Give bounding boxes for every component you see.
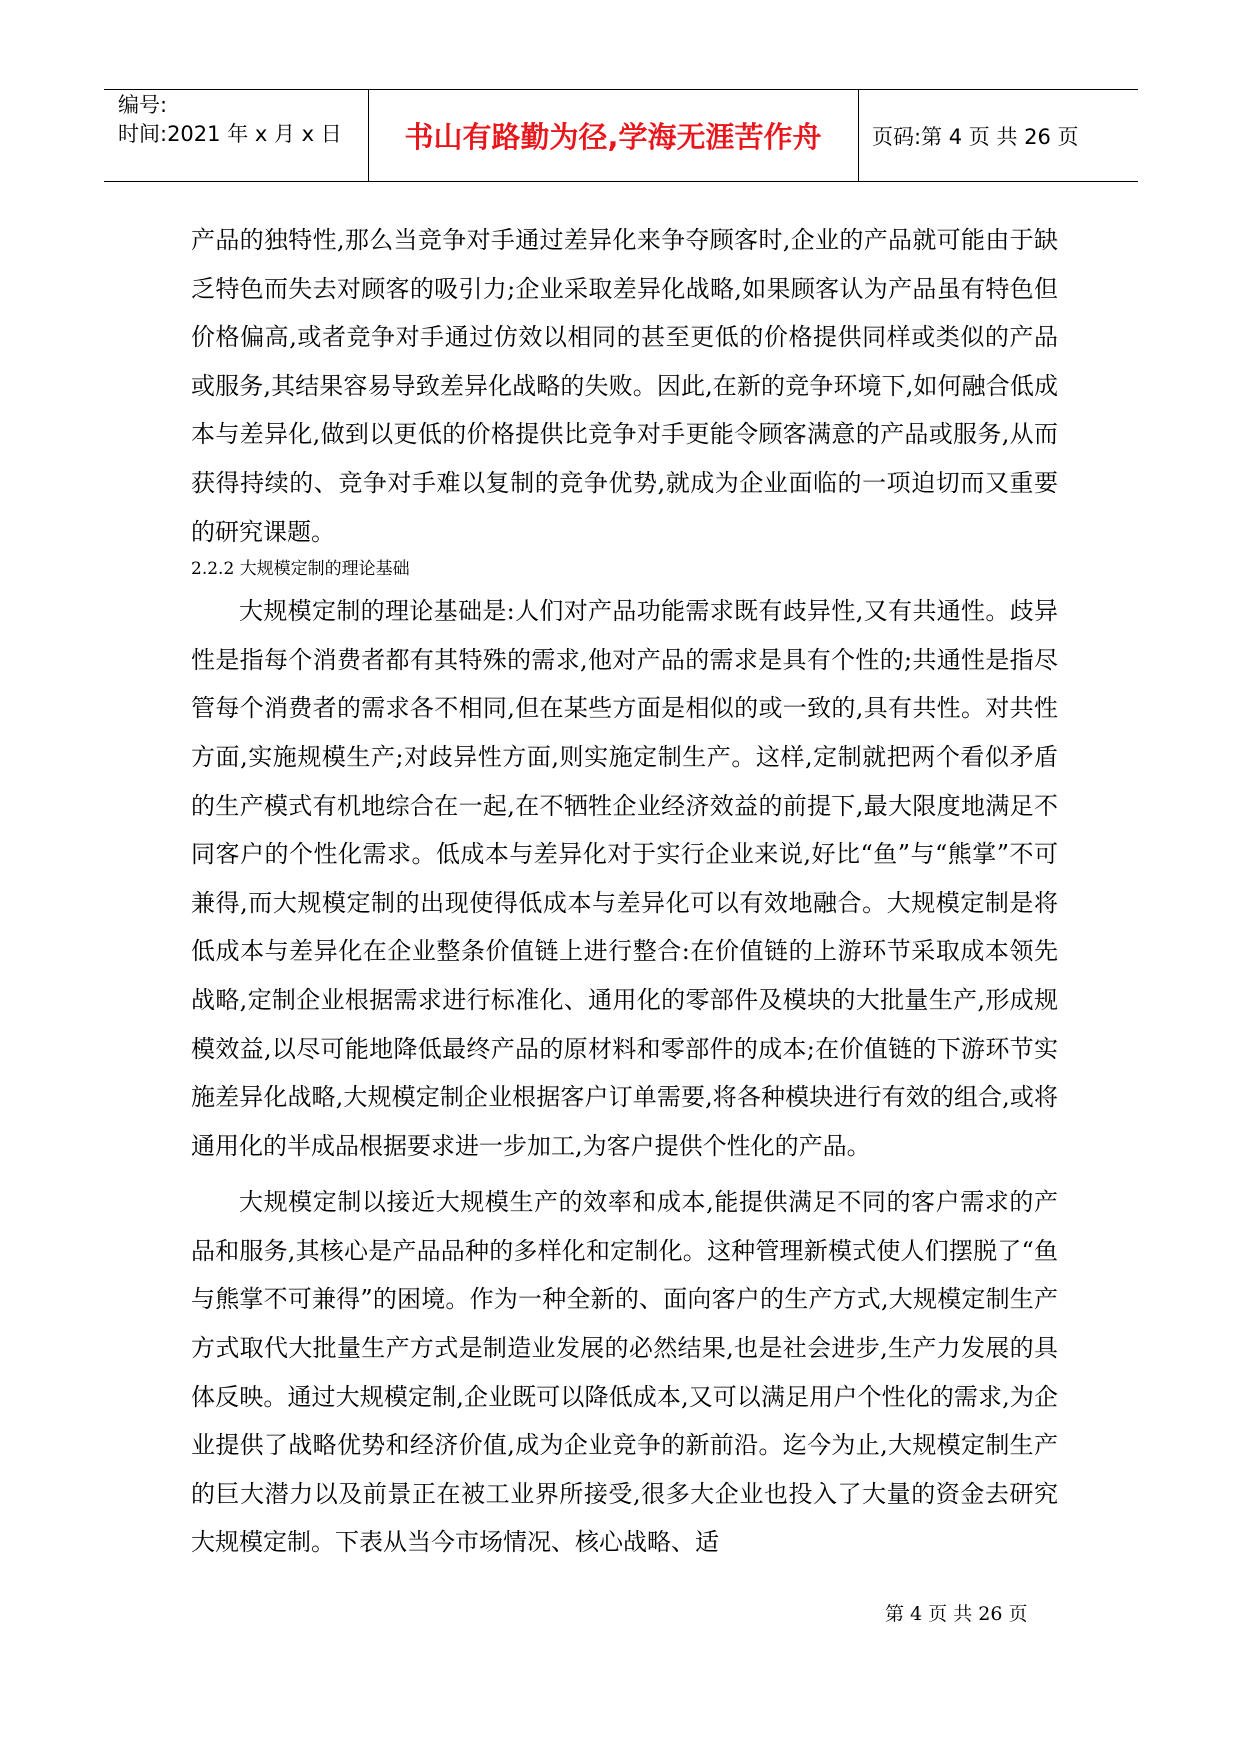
paragraph-theory-basis: 大规模定制的理论基础是:人们对产品功能需求既有歧异性,又有共通性。歧异性是指每个消费者都有其特殊的需求,他对产品的需求是具有个性的;共通性是指尽管每个消费者的需求各不相同,但在某些方面是相似的或一致的,具有共性。对共性方面,实施规模生产;对歧异性方面,则实施定制生产。这样,定制就把两个看似矛盾的生产模式有机地综合在一起,在不牺牲企业经济效益的前提下,最大限度地满足不同客户的个性化需求。低成本与差异化对于实行企业来说,好比“鱼”与“熊掌”不可兼得,而大规模定制的出现使得低成本与差异化可以有效地融合。大规模定制是将低成本与差异化在企业整条价值链上进行整合:在价值链的上游环节采取成本领先战略,定制企业根据需求进行标准化、通用化的零部件及模块的大批量生产,形成规模效益,以尽可能地降低最终产品的原材料和零部件的成本;在价值链的下游环节实施差异化战略,大规模定制企业根据客户订单需要,将各种模块进行有效的组合,或将通用化的半成品根据要求进一步加工,为客户提供个性化的产品。 [191,597,1058,1160]
document-body [191,216,1058,1567]
section-heading: 2.2.2 大规模定制的理论基础 [191,559,410,580]
serial-number-label: 编号: [118,93,168,117]
header-page-cell [858,90,1138,181]
paragraph-continuation: 产品的独特性,那么当竞争对手通过差异化来争夺顾客时,企业的产品就可能由于缺乏特色而失去对顾客的吸引力;企业采取差异化战略,如果顾客认为产品虽有特色但价格偏高,或者竞争对手通过仿效以相同的甚至更低的价格提供同样或类似的产品或服务,其结果容易导致差异化战略的失败。因此,在新的竞争环境下,如何融合低成本与差异化,做到以更低的价格提供比竞争对手更能令顾客满意的产品或服务,从而获得持续的、竞争对手难以复制的竞争优势,就成为企业面临的一项迫切而又重要的研究课题。 [191,226,1058,546]
header-motto-cell [368,90,859,181]
page-header [104,89,1138,182]
paragraph-mass-customization: 大规模定制以接近大规模生产的效率和成本,能提供满足不同的客户需求的产品和服务,其核心是产品品种的多样化和定制化。这种管理新模式使人们摆脱了“鱼与熊掌不可兼得”的困境。作为一种全新的、面向客户的生产方式,大规模定制生产方式取代大批量生产方式是制造业发展的必然结果,也是社会进步,生产力发展的具体反映。通过大规模定制,企业既可以降低成本,又可以满足用户个性化的需求,为企业提供了战略优势和经济价值,成为企业竞争的新前沿。迄今为止,大规模定制生产的巨大潜力以及前景正在被工业界所接受,很多大企业也投入了大量的资金去研究大规模定制。下表从当今市场情况、核心战略、适 [191,1188,1058,1557]
header-meta-cell [104,90,369,181]
header-page-info: 页码:第 4 页 共 26 页 [872,125,1079,149]
date-line: 时间:2021 年 x 月 x 日 [118,122,342,146]
motto: 书山有路勤为径,学海无涯苦作舟 [404,120,822,154]
page-footer-number: 第 4 页 共 26 页 [885,1603,1028,1625]
